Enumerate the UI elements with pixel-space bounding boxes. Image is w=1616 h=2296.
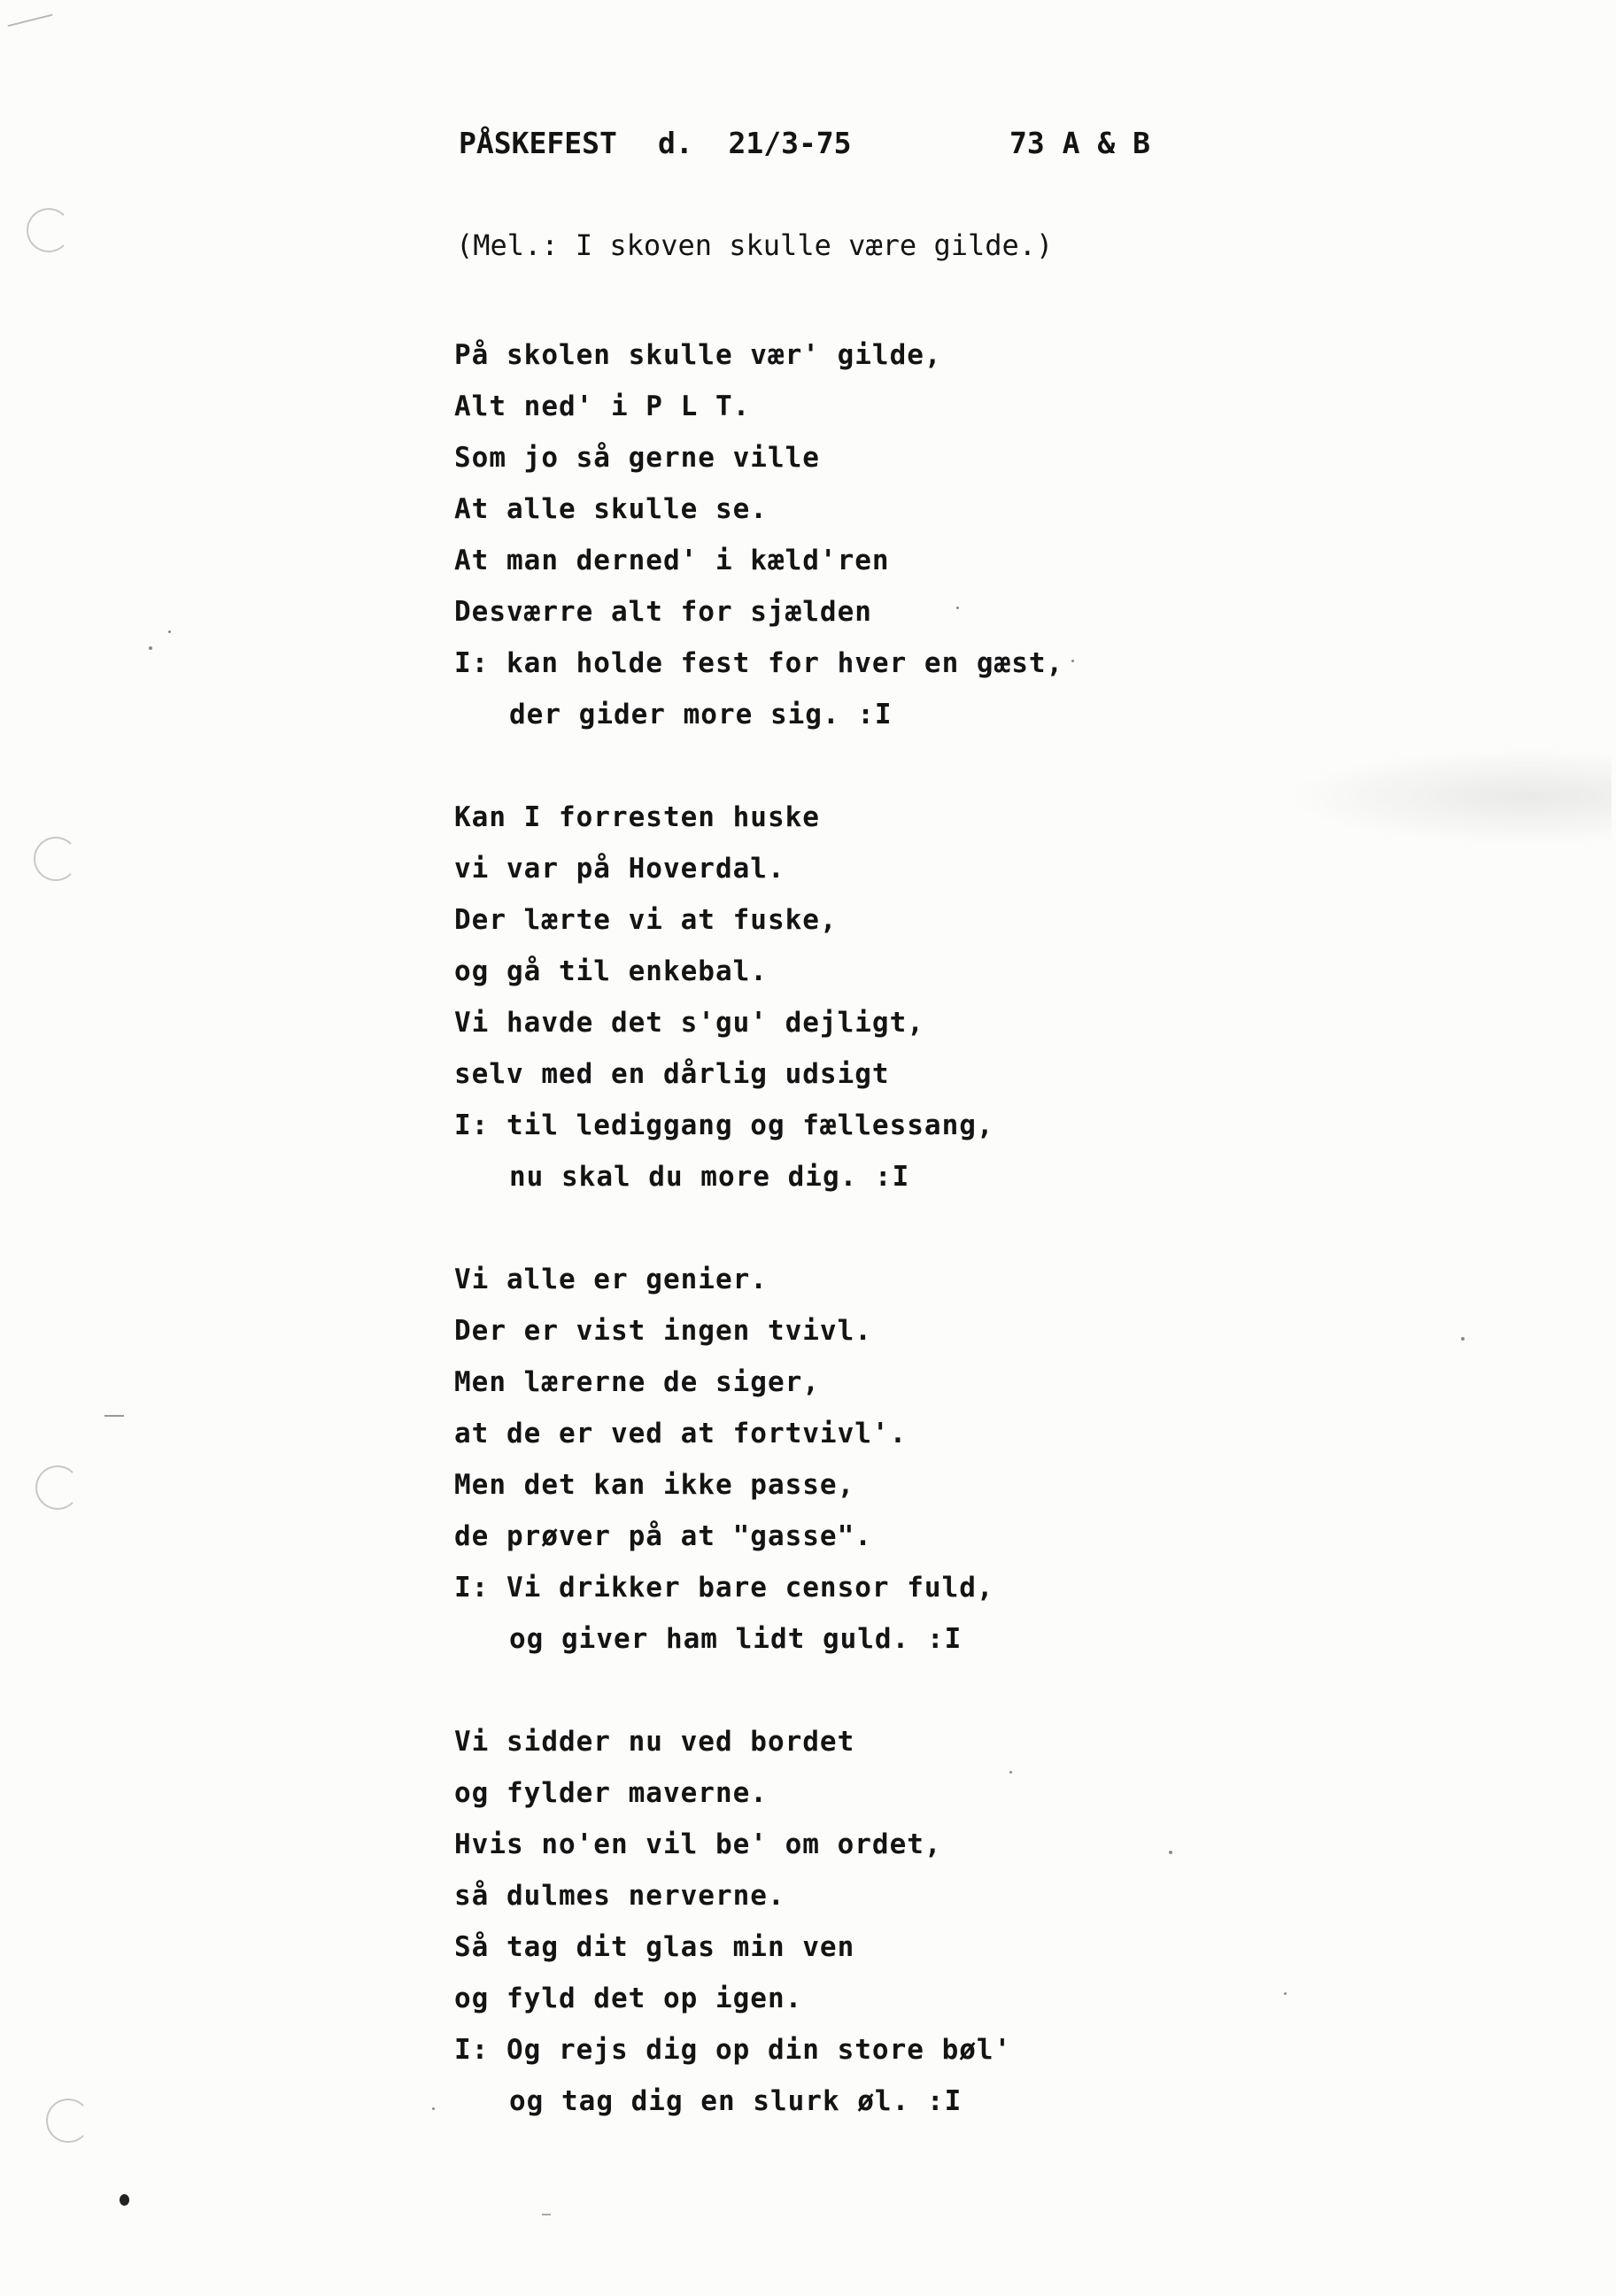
verse [454,1716,1428,2127]
header-id: 73 A & B [1009,126,1150,160]
verse-line: selv med en dårlig udsigt [454,1058,890,1090]
verse-line: Vi sidder nu ved bordet [454,1726,855,1758]
verse-line: At man derned' i kæld'ren [454,545,890,576]
verse [454,1254,1428,1665]
verse-line: Som jo så gerne ville [454,442,820,474]
verse-line: Der er vist ingen tvivl. [454,1315,872,1347]
scan-mark [8,14,53,27]
scan-mark [542,2214,551,2215]
verse [454,329,1428,740]
document-header [459,126,1167,170]
verse-line: Vi havde det s'gu' dejligt, [454,1007,924,1039]
melody-note: (Mel.: I skoven skulle være gilde.) [456,228,1054,262]
scan-speck [1461,1337,1465,1341]
verse-line: I: til lediggang og fællessang, [454,1109,994,1141]
verse-line: Vi alle er genier. [454,1264,768,1295]
punch-hole [46,2099,90,2143]
verse-line: de prøver på at "gasse". [454,1520,872,1552]
scan-mark [104,1415,124,1417]
scan-speck [432,2107,435,2110]
punch-hole [27,208,71,252]
header-title: PÅSKEFEST [459,126,617,160]
verse-line: og fyld det op igen. [454,1983,803,2014]
verse-line: I: Og rejs dig op din store bøl' [454,2034,1012,2066]
verse-line: og gå til enkebal. [454,955,768,987]
verse-line: Men lærerne de siger, [454,1366,820,1398]
verse-line: Der lærte vi at fuske, [454,904,838,936]
verse-line: At alle skulle se. [454,493,768,525]
verse-line: Men det kan ikke passe, [454,1469,855,1501]
verse [454,792,1428,1202]
verse-line: der gider more sig. :I [509,699,893,731]
verse-line: vi var på Hoverdal. [454,853,785,885]
verse-line: Alt ned' i P L T. [454,390,751,422]
verse-line: og fylder maverne. [454,1777,768,1809]
scan-speck [168,630,171,633]
scan-speck [120,2194,129,2206]
verse-line: så dulmes nerverne. [454,1880,785,1912]
verse-line: Så tag dit glas min ven [454,1931,855,1963]
verse-line: Kan I forresten huske [454,801,820,833]
verse-line: Hvis no'en vil be' om ordet, [454,1828,942,1860]
verse-line: at de er ved at fortvivl'. [454,1418,908,1449]
scan-speck [149,646,152,650]
verse-line: I: Vi drikker bare censor fuld, [454,1572,994,1604]
song-verses [454,329,1428,2178]
verse-line: På skolen skulle vær' gilde, [454,339,942,371]
verse-line: nu skal du more dig. :I [509,1161,910,1193]
verse-line: Desværre alt for sjælden [454,596,872,628]
verse-line: og tag dig en slurk øl. :I [509,2085,963,2117]
header-date: d. 21/3-75 [658,126,852,160]
punch-hole [34,837,78,881]
verse-line: og giver ham lidt guld. :I [509,1623,963,1655]
punch-hole [35,1465,80,1510]
verse-line: I: kan holde fest for hver en gæst, [454,647,1064,679]
